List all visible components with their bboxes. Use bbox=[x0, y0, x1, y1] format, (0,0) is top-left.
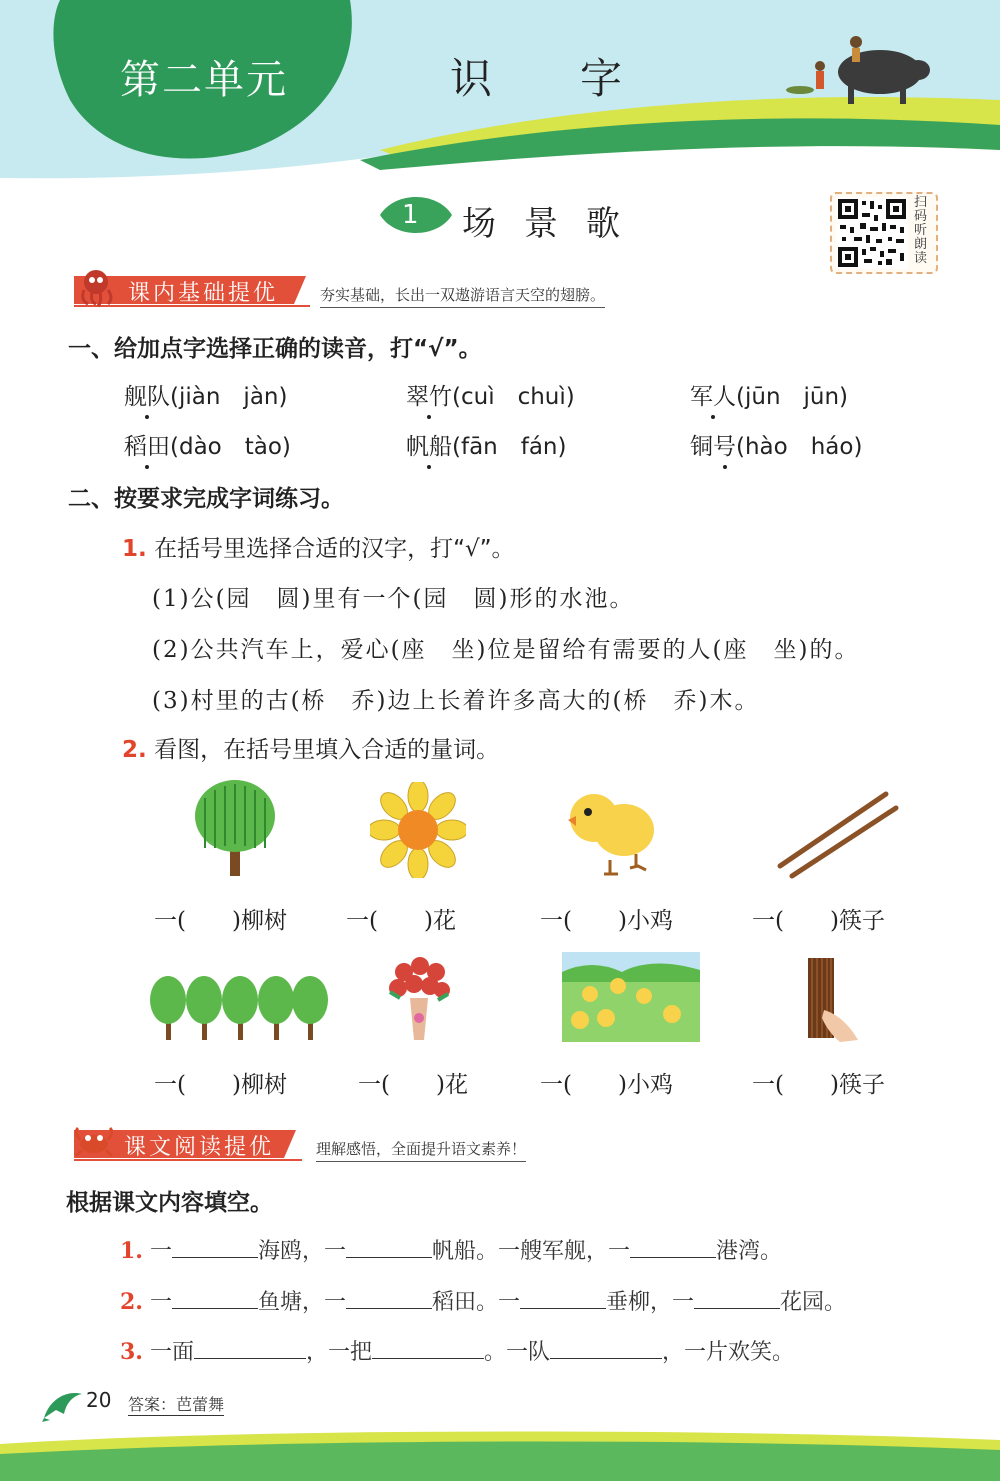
fill-blank[interactable] bbox=[694, 1308, 780, 1309]
fill-blank[interactable] bbox=[172, 1257, 258, 1258]
fill-blank[interactable] bbox=[520, 1308, 606, 1309]
pron-item bbox=[406, 428, 566, 461]
fill-blank[interactable] bbox=[630, 1257, 716, 1258]
fill-blank[interactable] bbox=[372, 1358, 484, 1359]
pron-options[interactable]: (fān fán) bbox=[452, 434, 567, 460]
choice-line[interactable]: (1)公(园 圆)里有一个(园 圆)形的水池。 bbox=[152, 586, 635, 612]
subquestion-number: 1. bbox=[122, 536, 147, 562]
fill-text: 一 bbox=[149, 1239, 172, 1264]
pron-options[interactable]: (hào háo) bbox=[736, 434, 863, 460]
measure-word-blank[interactable]: 一( )小鸡 bbox=[540, 908, 673, 934]
word-char: 铜 bbox=[690, 434, 713, 460]
fill-line-number: 1. bbox=[120, 1238, 143, 1264]
pron-item bbox=[406, 378, 575, 411]
measure-word-blank[interactable]: 一( )柳树 bbox=[154, 908, 287, 934]
question-3-heading: 根据课文内容填空。 bbox=[66, 1190, 273, 1216]
measure-word-blank[interactable]: 一( )筷子 bbox=[752, 1072, 885, 1098]
fill-line-number: 3. bbox=[120, 1339, 143, 1365]
dotted-char: 军人 bbox=[690, 378, 736, 411]
section-banner-title: 课内基础提优 bbox=[128, 281, 279, 306]
dotted-char: 稻田 bbox=[124, 428, 170, 461]
dotted-char: 翠竹 bbox=[406, 378, 452, 411]
lesson-title: 场景歌 bbox=[462, 204, 648, 244]
fill-text: 一面 bbox=[149, 1340, 194, 1365]
fill-blank[interactable] bbox=[194, 1358, 306, 1359]
pron-options[interactable]: (dào tào) bbox=[170, 434, 291, 460]
unit-title: 识字 bbox=[450, 54, 711, 103]
pron-options[interactable]: (cuì chuì) bbox=[452, 384, 575, 410]
section-banner-slogan: 夯实基础，长出一双遨游语言天空的翅膀。 bbox=[320, 284, 605, 308]
subquestion-1 bbox=[122, 530, 515, 563]
pron-item bbox=[124, 378, 287, 411]
fill-text: 稻田。一 bbox=[432, 1290, 521, 1315]
octopus-icon bbox=[74, 264, 120, 310]
subquestion-number: 2. bbox=[122, 737, 147, 763]
fill-line bbox=[120, 1285, 846, 1316]
page-number: 20 bbox=[86, 1388, 112, 1412]
fill-text: ，一片欢笑。 bbox=[662, 1340, 795, 1365]
fill-text: 港湾。 bbox=[716, 1239, 783, 1264]
chopstick-bundle-picture bbox=[800, 954, 862, 1044]
chicks-field-picture bbox=[562, 952, 700, 1042]
fill-blank[interactable] bbox=[346, 1308, 432, 1309]
willow-tree-picture bbox=[190, 778, 280, 878]
crab-icon bbox=[72, 1124, 116, 1158]
footer-wave bbox=[0, 1424, 1000, 1481]
pron-item bbox=[690, 378, 848, 411]
measure-word-blank[interactable]: 一( )筷子 bbox=[752, 908, 885, 934]
answer-note: 答案：芭蕾舞 bbox=[128, 1392, 224, 1416]
section-banner-title: 课文阅读提优 bbox=[124, 1135, 275, 1160]
dolphin-icon bbox=[40, 1384, 86, 1424]
chick-picture bbox=[560, 784, 670, 878]
question-1-heading: 一、给加点字选择正确的读音，打“√”。 bbox=[68, 336, 482, 362]
pron-options[interactable]: (jūn jūn) bbox=[736, 384, 849, 410]
fill-text: 帆船。一艘军舰，一 bbox=[432, 1239, 631, 1264]
fill-line-number: 2. bbox=[120, 1289, 143, 1315]
dotted-char: 帆船 bbox=[406, 428, 452, 461]
fill-text: 垂柳，一 bbox=[606, 1290, 695, 1315]
fill-text: ，一把 bbox=[305, 1340, 372, 1365]
fill-text: 。一队 bbox=[484, 1340, 551, 1365]
pron-item bbox=[690, 428, 862, 461]
measure-word-blank[interactable]: 一( )花 bbox=[358, 1072, 468, 1098]
fill-blank[interactable] bbox=[172, 1308, 258, 1309]
fill-text: 花园。 bbox=[780, 1290, 847, 1315]
sunflower-picture bbox=[370, 782, 466, 878]
chopsticks-picture bbox=[770, 786, 900, 882]
fill-blank[interactable] bbox=[550, 1358, 662, 1359]
pron-item bbox=[124, 428, 291, 461]
subquestion-2 bbox=[122, 731, 499, 764]
dotted-char: 号 bbox=[713, 428, 736, 461]
subquestion-text: 在括号里选择合适的汉字，打“√”。 bbox=[154, 536, 515, 562]
measure-word-blank[interactable]: 一( )花 bbox=[346, 908, 456, 934]
fill-text: 海鸥，一 bbox=[257, 1239, 346, 1264]
qr-code-icon bbox=[836, 197, 908, 269]
fill-blank[interactable] bbox=[346, 1257, 432, 1258]
dotted-char: 舰队 bbox=[124, 378, 170, 411]
pron-options[interactable]: (jiàn jàn) bbox=[170, 384, 288, 410]
willow-row-picture bbox=[150, 970, 330, 1042]
fill-line bbox=[120, 1335, 794, 1366]
fill-line bbox=[120, 1234, 782, 1265]
qr-label: 扫码听朗读 bbox=[914, 195, 928, 266]
lesson-number: 1 bbox=[402, 200, 419, 230]
measure-word-blank[interactable]: 一( )柳树 bbox=[154, 1072, 287, 1098]
choice-line[interactable]: (2)公共汽车上，爱心(座 坐)位是留给有需要的人(座 坐)的。 bbox=[152, 637, 860, 663]
section-banner-slogan: 理解感悟，全面提升语文素养！ bbox=[316, 1138, 526, 1162]
question-2-heading: 二、按要求完成字词练习。 bbox=[68, 486, 344, 512]
fill-text: 鱼塘，一 bbox=[257, 1290, 346, 1315]
subquestion-text: 看图，在括号里填入合适的量词。 bbox=[154, 737, 500, 763]
choice-line[interactable]: (3)村里的古(桥 乔)边上长着许多高大的(桥 乔)木。 bbox=[152, 688, 760, 714]
fill-text: 一 bbox=[149, 1290, 172, 1315]
unit-label: 第二单元 bbox=[120, 57, 288, 103]
measure-word-blank[interactable]: 一( )小鸡 bbox=[540, 1072, 673, 1098]
bouquet-picture bbox=[384, 952, 454, 1042]
pron-word bbox=[690, 434, 736, 460]
